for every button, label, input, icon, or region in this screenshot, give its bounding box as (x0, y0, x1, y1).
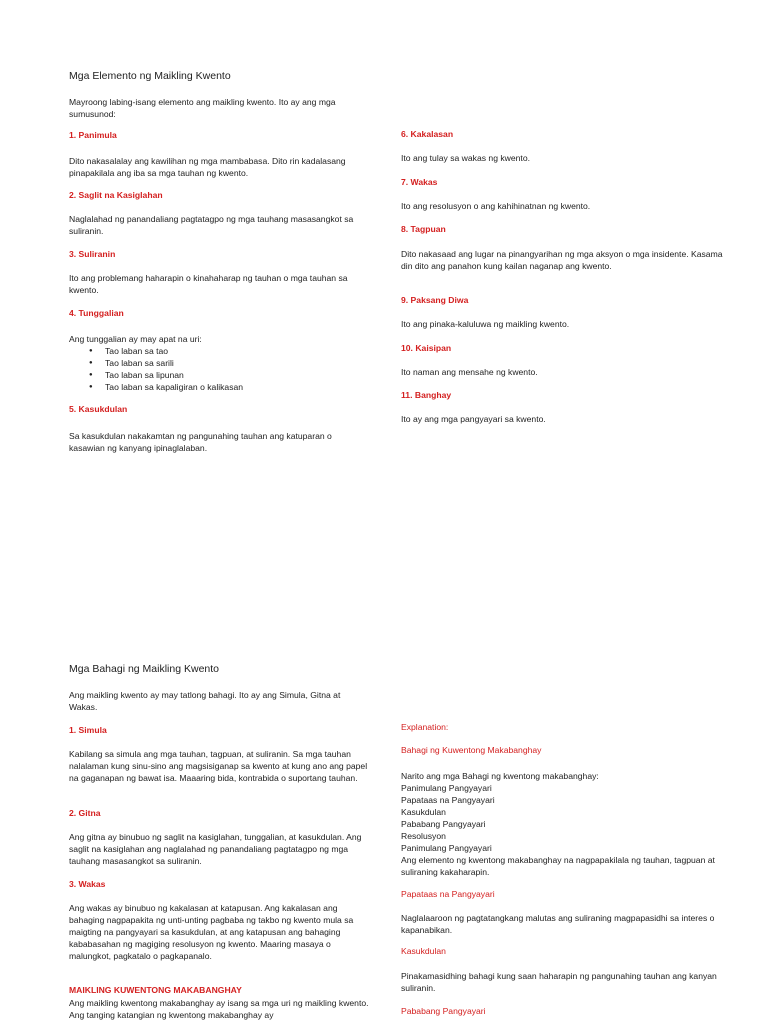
section-text: Ang gitna ay binubuo ng saglit na kasiglahan, tunggalian, at kasukdulan. Ang saglit na kasiglahan ang naglalahad ng panandaliang pagtatagpo ng mga tauhang masasangkot sa suliranin. (69, 832, 362, 866)
section-heading: 2. Gitna (69, 808, 101, 818)
section-text: Dito nakasaad ang lugar na pinangyarihan ng mga aksyon o mga insidente. Kasama din dito ang panahon kung kailan naganap ang kwento. (401, 249, 723, 271)
page-title: Mga Elemento ng Maikling Kwento (69, 70, 231, 82)
section-heading: 10. Kaisipan (401, 343, 452, 353)
list-item: ● Tao laban sa kapaligiran o kalikasan (89, 381, 243, 393)
section-text: Ang tunggalian ay may apat na uri: (69, 334, 202, 344)
section-heading: Bahagi ng Kuwentong Makabanghay (401, 745, 542, 755)
list-item: Papataas na Pangyayari (401, 795, 495, 805)
section-heading: 6. Kakalasan (401, 129, 454, 139)
list-item: Kasukdulan (401, 807, 446, 817)
section-text: Naglalahad ng panandaliang pagtatagpo ng mga tauhang masasangkot sa suliranin. (69, 214, 354, 236)
section-heading: 4. Tunggalian (69, 308, 124, 318)
section-text: Sa kasukdulan nakakamtan ng pangunahing tauhan ang katuparan o kasawian ng kanyang ipinaglalaban. (69, 431, 332, 453)
section-heading: MAIKLING KUWENTONG MAKABANGHAY (69, 985, 242, 995)
section-heading: 7. Wakas (401, 177, 438, 187)
page-title: Mga Bahagi ng Maikling Kwento (69, 663, 220, 675)
section-text: Ito ang pinaka-kaluluwa ng maikling kwento. (401, 319, 570, 329)
section-text: Naglalaaroon ng pagtatangkang malutas ang suliraning magpapasidhi sa interes o kapanabikan. (401, 913, 715, 935)
list-item: ● Tao laban sa sarili (89, 357, 243, 369)
list-item: Resolusyon (401, 831, 446, 841)
section-text: Pinakamasidhing bahagi kung saan haharapin ng pangunahing tauhan ang kanyan suliranin. (401, 971, 717, 993)
section-text: Narito ang mga Bahagi ng kwentong makabanghay: (401, 771, 599, 781)
section-heading: 8. Tagpuan (401, 224, 446, 234)
list-item: Panimulang Pangyayari (401, 843, 492, 853)
section-text: Ang elemento ng kwentong makabanghay na nagpapakilala ng tauhan, tagpuan at suliraning kakaharapin. (401, 855, 715, 877)
section-text: Ito ang resolusyon o ang kahihinatnan ng kwento. (401, 201, 591, 211)
intro-text: Mayroong labing-isang elemento ang maikling kwento. Ito ay ang mga sumusunod: (69, 97, 336, 119)
section-text: Ito ay ang mga pangyayari sa kwento. (401, 414, 546, 424)
section-heading: 5. Kasukdulan (69, 404, 128, 414)
section-heading: 9. Paksang Diwa (401, 295, 469, 305)
intro-text: Ang maikling kwento ay may tatlong bahagi. Ito ay ang Simula, Gitna at Wakas. (69, 690, 341, 712)
section-text: Kabilang sa simula ang mga tauhan, tagpuan, at suliranin. Sa mga tauhan nalalaman kung sinu-sino ang magsisiganap sa kwento at kung ano ang papel na gaganapan ng bawat isa. Maaaring bida, kontrabida o suportang tauhan. (69, 749, 368, 783)
section-text: Ito naman ang mensahe ng kwento. (401, 367, 538, 377)
explanation-label: Explanation: (401, 722, 449, 732)
section-heading: 11. Banghay (401, 390, 452, 400)
list-item: Pababang Pangyayari (401, 819, 486, 829)
section-text: Ito ang problemang haharapin o kinahaharap ng tauhan o mga tauhan sa kwento. (69, 273, 348, 295)
section-heading: 1. Panimula (69, 130, 117, 140)
section-heading: 2. Saglit na Kasiglahan (69, 190, 163, 200)
section-text: Ito ang tulay sa wakas ng kwento. (401, 153, 530, 163)
section-heading: 1. Simula (69, 725, 107, 735)
section-text: Ang wakas ay binubuo ng kakalasan at katapusan. Ang kakalasan ang bahaging nagpapakita ng unti-unting pagbaba ng takbo ng kwento mula sa maigting na pangyayari sa kasukdulan, at ang katapusan ang bahaging kababasahan ng magiging resolusyon ng kwento. Maaring masaya o malungkot, pagkatalo o pagkapanalo. (69, 903, 354, 961)
bahagi-list (401, 782, 495, 854)
section-text: Dito nakasalalay ang kawilihan ng mga mambabasa. Dito rin kadalasang pinapakilala ang iba sa mga tauhan ng kwento. (69, 156, 346, 178)
section-heading: Papataas na Pangyayari (401, 889, 495, 899)
section-heading: 3. Suliranin (69, 249, 116, 259)
list-item: ● Tao laban sa lipunan (89, 369, 243, 381)
section-heading: Kasukdulan (401, 946, 446, 956)
section-heading: Pababang Pangyayari (401, 1006, 486, 1016)
section-text: Ang maikling kwentong makabanghay ay isang sa mga uri ng maikling kwento. Ang tanging katangian ng kwentong makabanghay ay (69, 998, 369, 1020)
section-heading: 3. Wakas (69, 879, 106, 889)
tunggalian-list (89, 345, 243, 393)
list-item: Panimulang Pangyayari (401, 783, 492, 793)
list-item: ● Tao laban sa tao (89, 345, 243, 357)
